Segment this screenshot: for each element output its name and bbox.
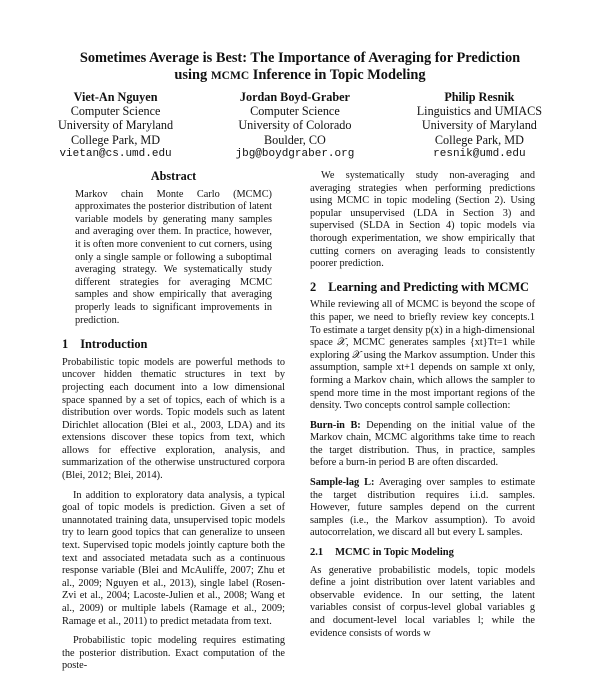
author-dept: Computer Science	[70, 104, 161, 119]
left-column	[62, 170, 285, 680]
intro-paragraph-3: Probabilistic topic modeling requires estimating the posterior distribution. Exact computation of the poste-	[62, 635, 285, 672]
samplelag-text: Averaging over samples to estimate the target distribution requires i.i.d. samples. However, future samples depend on the current samples (i.e., the Markov assumption). To avoid autocorrelation, we discard all but every L samples.	[310, 477, 536, 539]
abstract-text: Markov chain Monte Carlo (MCMC) approximates the posterior distribution of latent variable models by generating many samples and averaging over them. In practice, however, it is often more convenient to cut corners, using only a single sample or following a suboptimal averaging strategy. We systematically study different strategies for averaging MCMC samples and show empirically that averaging properly leads to significant improvements in prediction.	[75, 188, 272, 326]
subsection-number: 2.1	[310, 547, 324, 559]
section-heading-intro	[62, 338, 285, 351]
right-paragraph-0: We systematically study non-averaging and averaging strategies when performing predictions using MCMC in topic modeling (Section 2). Using popular unsupervised (LDA in Section 3) and supervised (SLDA in Section 4) topic models via thorough experimentation, we show empirically that cutting corners on averaging leads to consistently poorer prediction.	[310, 170, 535, 270]
samplelag-definition	[310, 477, 535, 540]
author-3	[417, 90, 542, 161]
burnin-text: Depending on the initial value of the Markov chain, MCMC algorithms take time to reach the target distribution. Thus, in practice, samples before a burn-in period B are often discarded.	[310, 419, 536, 469]
author-2	[236, 90, 355, 161]
intro-paragraph-1: Probabilistic topic models are powerful methods to uncover hidden thematic structures in text by projecting each document into a low dimensional space spanned by a set of topics, each of which is a distribution over words. Topic models such as latent Dirichlet allocation (Blei et al., 2003, LDA) and its extensions discover these topics from text, which allows for effective exploration, analysis, and summarization of the otherwise unstructured corpora (Blei, 2012; Blei, 2014).	[62, 356, 285, 482]
burnin-label: Burn-in B:	[310, 419, 361, 431]
author-block	[58, 90, 542, 161]
title-rest: Inference in Topic Modeling	[252, 67, 426, 83]
author-city: College Park, MD	[71, 132, 161, 147]
author-city: College Park, MD	[434, 132, 524, 147]
author-univ: University of Maryland	[58, 118, 174, 133]
author-city: Boulder, CO	[264, 132, 326, 147]
author-email[interactable]: resnik@umd.edu	[433, 147, 526, 160]
abstract-heading: Abstract	[150, 169, 197, 183]
title-using: using	[174, 67, 208, 83]
author-1	[58, 90, 173, 161]
section-number: 1	[62, 337, 69, 352]
intro-paragraph-2: In addition to exploratory data analysis, a typical goal of topic models is prediction. Given a set of unannotated training data, unsupervised topic models try to learn good topics that can generalize to unseen text. Supervised topic models jointly capture both the text and associated metadata such as a continuous response variable (Blei and McAuliffe, 2007; Zhu et al., 2009; Nguyen et al., 2013), single label (Rosen-Zvi et al., 2004; Lacoste-Julien et al., 2008; Wang et al., 2009) or multiple labels (Ramage et al., 2009; Ramage et al., 2011) to predict metadata from text.	[62, 489, 285, 627]
section2-paragraph-1: While reviewing all of MCMC is beyond the scope of this paper, we need to briefly review key concepts.1 To estimate a target density p(x) in a high-dimensional space 𝒳, MCMC generates samples {xt}Tt=1 while exploring 𝒳 using the Markov assumption. Under this assumption, sample xt+1 depends on sample xt only, forming a Markov chain, which allows the sampler to spend more time in the most important regions of the density. Two concepts control sample collection:	[310, 299, 535, 412]
title-line-2	[40, 67, 560, 85]
author-dept: Linguistics and UMIACS	[416, 104, 542, 119]
author-name: Viet-An Nguyen	[73, 90, 158, 104]
author-name: Jordan Boyd-Graber	[239, 90, 350, 104]
author-dept: Computer Science	[250, 104, 340, 119]
burnin-definition	[310, 420, 535, 470]
subsection-title: MCMC in Topic Modeling	[335, 547, 454, 559]
section-heading-2	[310, 281, 535, 294]
author-name: Philip Resnik	[444, 90, 515, 104]
author-email[interactable]: jbg@boydgraber.org	[235, 147, 355, 160]
right-column	[310, 170, 535, 647]
samplelag-label: Sample-lag L:	[310, 477, 375, 489]
subsection-heading-2-1	[310, 547, 535, 560]
section-title: Learning and Predicting with MCMC	[328, 279, 529, 294]
title-mcmc: MCMC	[210, 70, 250, 82]
section21-paragraph: As generative probabilistic models, topic models define a joint distribution over latent variables and observable evidence. In our setting, the latent variables consist of corpus-level global variables g and document-level local variables l; while the evidence consists of words w	[310, 564, 535, 639]
author-univ: University of Maryland	[421, 118, 537, 133]
paper-title	[40, 50, 560, 85]
author-email[interactable]: vietan@cs.umd.edu	[59, 147, 172, 160]
title-line-1: Sometimes Average is Best: The Importance of Averaging for Prediction	[79, 50, 521, 66]
section-title: Introduction	[80, 337, 148, 352]
section-number: 2	[310, 279, 317, 294]
author-univ: University of Colorado	[238, 118, 352, 133]
